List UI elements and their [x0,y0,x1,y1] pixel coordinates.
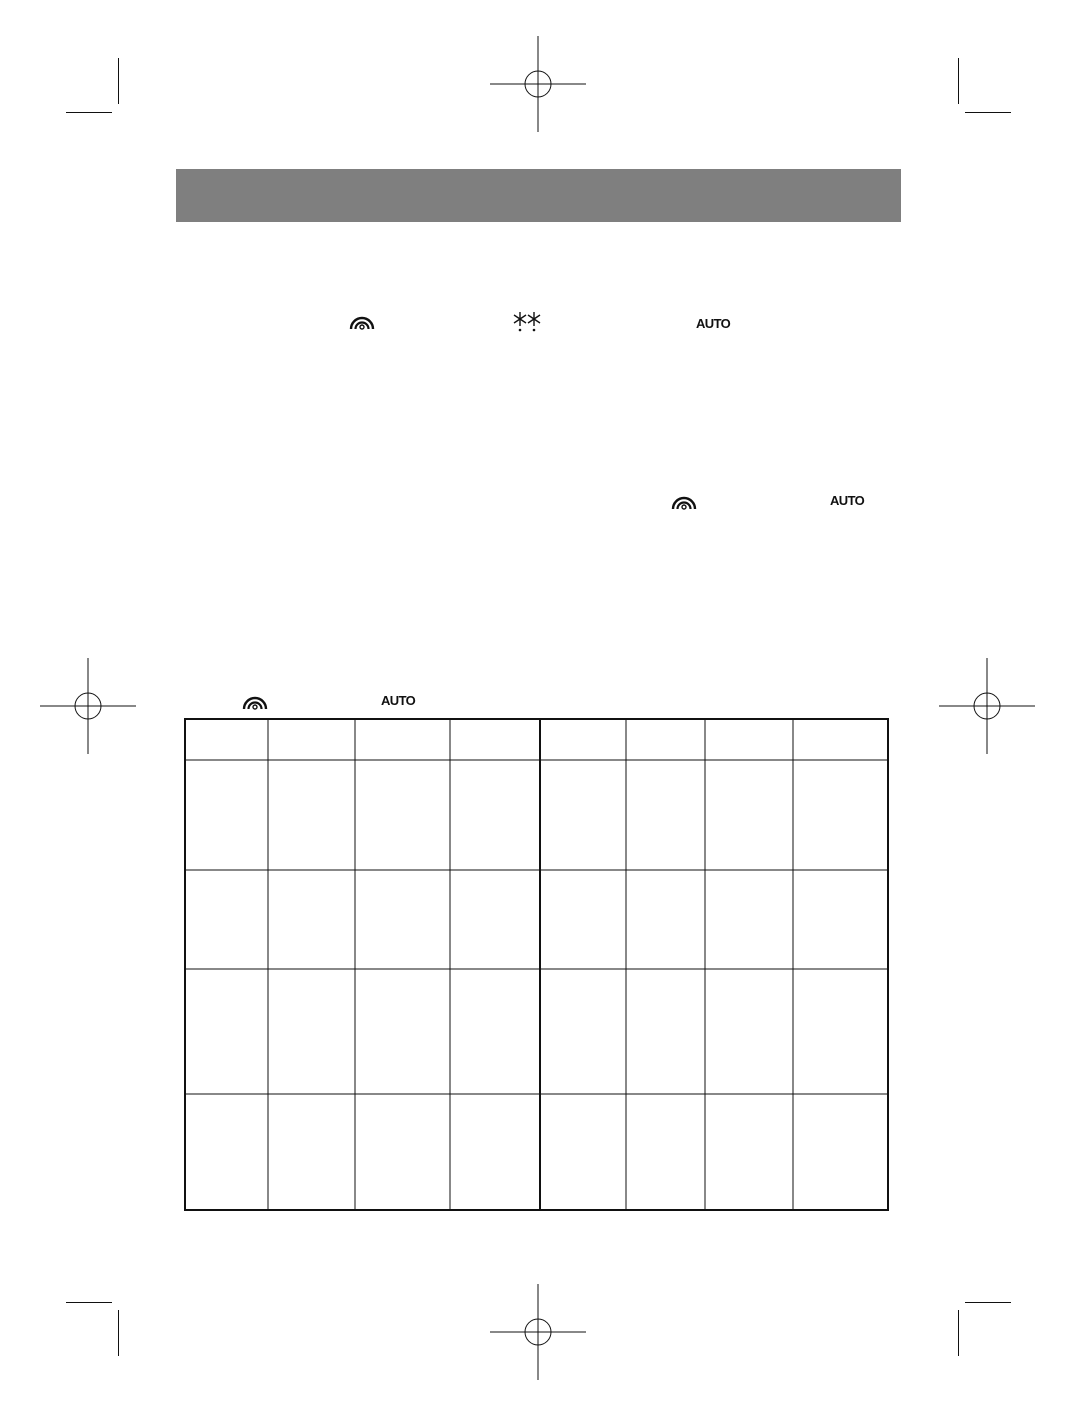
crop-mark-bottom-right-v [958,1310,959,1356]
crop-mark-top-right-v [958,58,959,104]
wave-mode-icon [242,692,268,710]
wave-mode-icon [349,312,375,330]
wave-mode-icon [671,492,697,510]
registration-mark-right [939,658,1035,754]
auto-mode-icon: AUTO [830,493,865,508]
crop-mark-bottom-left-v [118,1310,119,1356]
snowflake-mode-icon [512,310,542,332]
crop-mark-top-left-h [66,112,112,113]
mode-table [184,718,889,1211]
registration-mark-left [40,658,136,754]
registration-mark-bottom [490,1284,586,1380]
crop-mark-bottom-left-h [66,1302,112,1303]
crop-mark-bottom-right-h [965,1302,1011,1303]
header-bar [176,169,901,222]
registration-mark-top [490,36,586,132]
auto-mode-icon: AUTO [696,316,731,331]
crop-mark-top-right-h [965,112,1011,113]
auto-mode-icon: AUTO [381,693,416,708]
crop-mark-top-left-v [118,58,119,104]
